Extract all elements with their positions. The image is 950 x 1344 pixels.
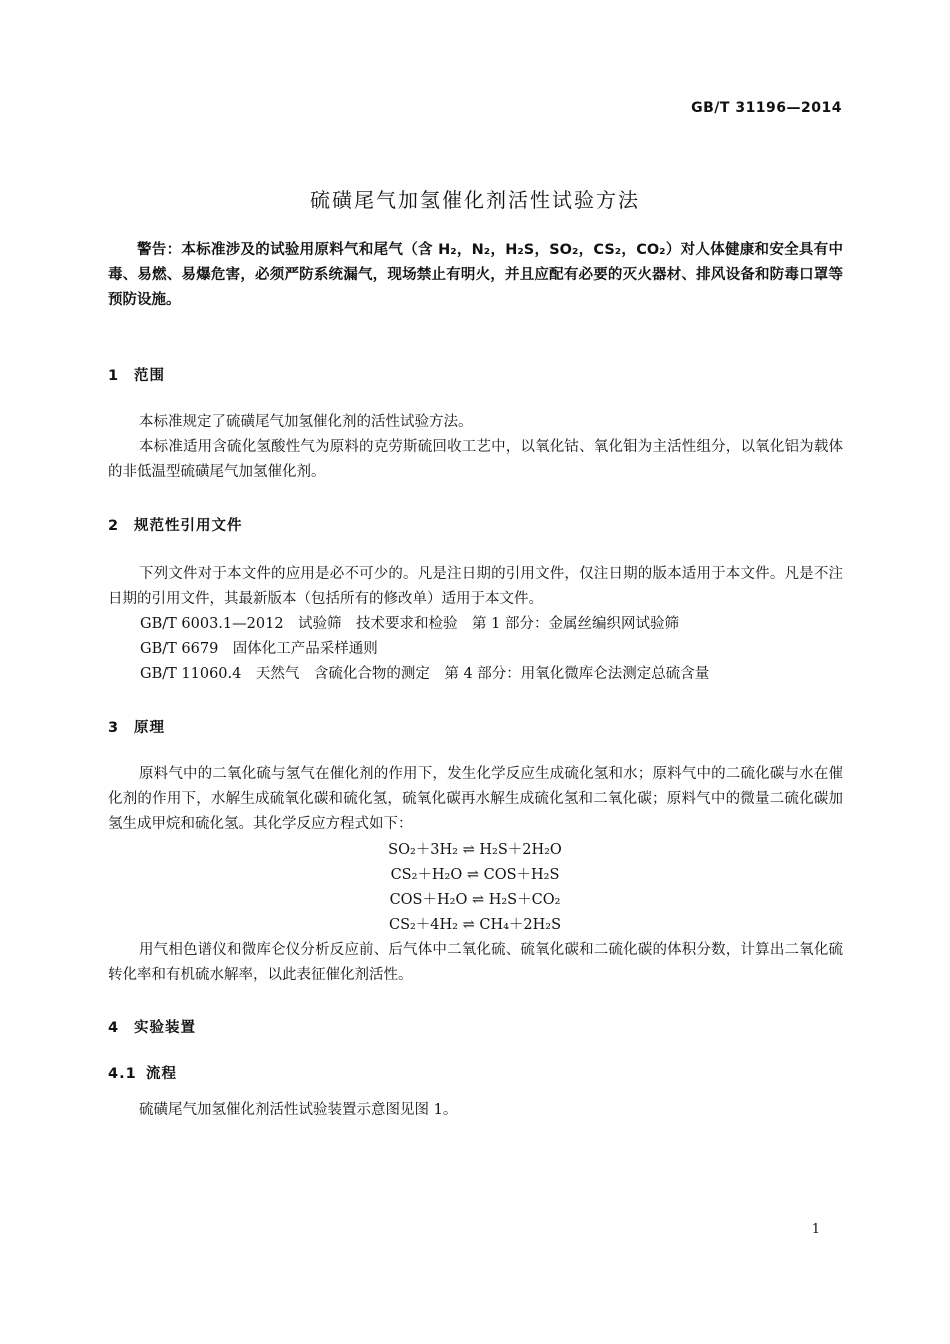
subsection-title: 流程 (146, 1066, 177, 1082)
paragraph: 用气相色谱仪和微库仑仪分析反应前、后气体中二氧化硫、硫氧化碳和二硫化碳的体积分数，计算出二氧化硫转化率和有机硫水解率，以此表征催化剂活性。 (108, 942, 843, 983)
reference-item: GB/T 6003.1—2012 试验筛 技术要求和检验 第 1 部分：金属丝编织网试验筛 (140, 616, 679, 632)
paragraph: 本标准规定了硫磺尾气加氢催化剂的活性试验方法。 (139, 414, 473, 430)
section-4-heading (108, 1016, 196, 1037)
warning-notice: 警告：本标准涉及的试验用原料气和尾气（含 H₂，N₂，H₂S，SO₂，CS₂，CO₂）对人体健康和安全具有中毒、易燃、易爆危害，必须严防系统漏气，现场禁止有明火，并且应配有必要的灭火器材、排风设备和防毒口罩等预防设施。 (108, 242, 843, 308)
paragraph: 本标准适用含硫化氢酸性气为原料的克劳斯硫回收工艺中，以氧化钴、氧化钼为主活性组分，以氧化铝为载体的非低温型硫磺尾气加氢催化剂。 (108, 439, 843, 480)
section-3-body (108, 762, 843, 837)
section-title: 规范性引用文件 (134, 518, 243, 534)
paragraph: 原料气中的二氧化硫与氢气在催化剂的作用下，发生化学反应生成硫化氢和水；原料气中的二硫化碳与水在催化剂的作用下，水解生成硫氧化碳和硫化氢，硫氧化碳再水解生成硫化氢和二氧化碳；原料气中的微量二硫化碳加氢生成甲烷和硫化氢。其化学反应方程式如下： (108, 766, 843, 832)
equation-list (0, 838, 950, 938)
section-number: 3 (108, 720, 120, 736)
subsection-number: 4.1 (108, 1066, 137, 1082)
section-1-heading (108, 364, 165, 385)
section-number: 2 (108, 518, 120, 534)
document-title: 硫磺尾气加氢催化剂活性试验方法 (310, 188, 640, 212)
subsection-4-1-body (108, 1098, 843, 1123)
page-number: 1 (811, 1222, 820, 1237)
paragraph: 下列文件对于本文件的应用是必不可少的。凡是注日期的引用文件，仅注日期的版本适用于本文件。凡是不注日期的引用文件，其最新版本（包括所有的修改单）适用于本文件。 (108, 566, 843, 607)
chemical-equation: COS＋H₂O ⇌ H₂S＋CO₂ (389, 892, 561, 908)
paragraph: 硫磺尾气加氢催化剂活性试验装置示意图见图 1。 (139, 1102, 458, 1118)
section-1-body (108, 410, 843, 485)
chemical-equation: SO₂＋3H₂ ⇌ H₂S＋2H₂O (388, 842, 562, 858)
reference-item: GB/T 11060.4 天然气 含硫化合物的测定 第 4 部分：用氧化微库仑法测定总硫含量 (140, 666, 710, 682)
section-number: 4 (108, 1020, 120, 1036)
standard-code: GB/T 31196—2014 (691, 100, 842, 116)
subsection-4-1-heading (108, 1062, 177, 1083)
chemical-equation: CS₂＋4H₂ ⇌ CH₄＋2H₂S (388, 917, 562, 933)
section-3-heading (108, 716, 165, 737)
section-number: 1 (108, 368, 120, 384)
section-title: 原理 (134, 720, 165, 736)
reference-item: GB/T 6679 固体化工产品采样通则 (140, 641, 378, 657)
reference-list (140, 612, 709, 687)
section-2-intro (108, 562, 843, 612)
section-2-heading (108, 514, 243, 535)
section-title: 实验装置 (134, 1020, 196, 1036)
section-title: 范围 (134, 368, 165, 384)
section-3-body-2 (108, 938, 843, 988)
chemical-equation: CS₂＋H₂O ⇌ COS＋H₂S (390, 867, 560, 883)
